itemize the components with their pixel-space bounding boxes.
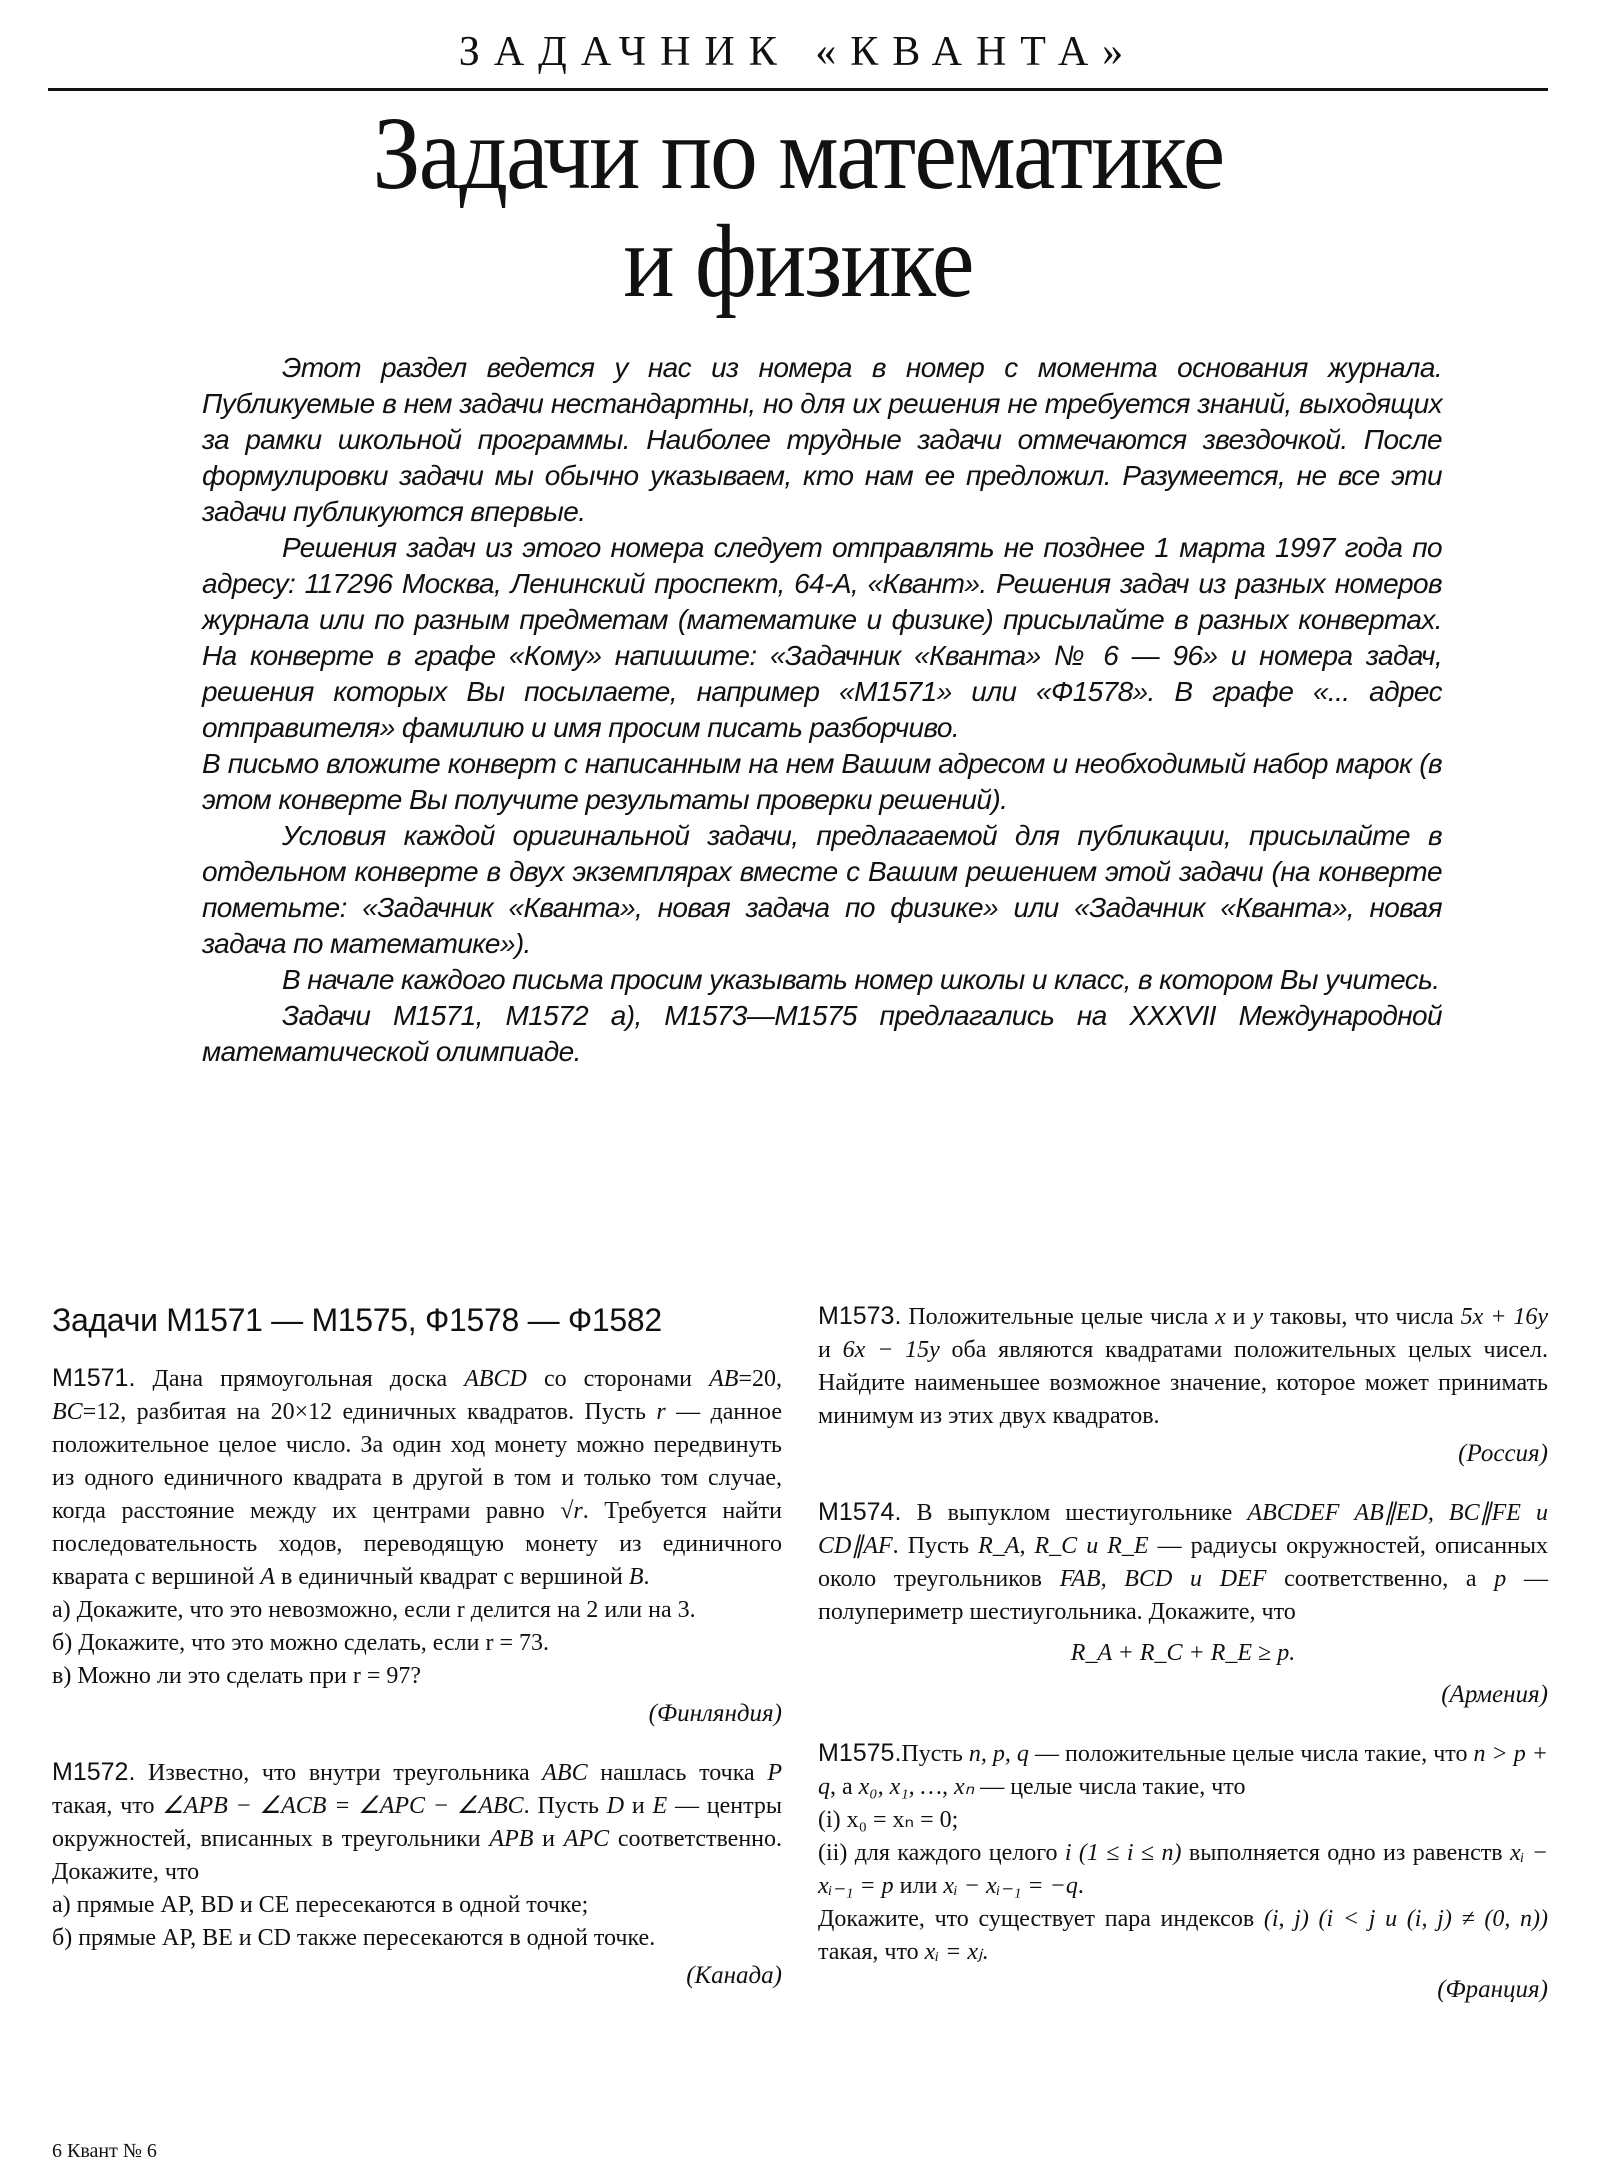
problem-text: В выпуклом шестиугольнике [901, 1500, 1248, 1526]
math-expr: (i < j и (i, j) ≠ (0, n)) [1318, 1906, 1549, 1932]
intro-text [202, 350, 1442, 1070]
sub-question: в) Можно ли это сделать при r = 97? [52, 1663, 422, 1689]
math-expr: xᵢ − xᵢ₋₁ = −q [943, 1873, 1078, 1899]
problem-text: Пусть [901, 1741, 969, 1767]
sub-question: б) Докажите, что это можно сделать, если r = 73. [52, 1630, 550, 1656]
sub-question: б) прямые AP, BE и CD также пересекаются в одной точке. [52, 1925, 656, 1951]
problem-text: — данное положительное целое число. За один ход монету можно передвинуть из одного единичного квадрата в другой в том и только том случае, когда расстояние между их центрами равно [52, 1399, 782, 1524]
intro-paragraph: В начале каждого письма просим указывать номер школы и класс, в котором Вы учитесь. [282, 964, 1440, 995]
math-expr: 5x + 16y [1460, 1304, 1549, 1330]
math-expr: (i, j) [1263, 1906, 1309, 1932]
problem-text: оба являются квадратами положительных целых чисел. Найдите наименьшее возможное значение, которое может принимать минимум из этих двух квадратов. [818, 1337, 1548, 1429]
math-expr: P [767, 1760, 782, 1786]
left-column [52, 1300, 782, 2018]
problem-text: и [624, 1793, 653, 1819]
problem-m1571 [52, 1362, 782, 1730]
math-expr: R_A, R_C и R_E [978, 1533, 1149, 1559]
sub-condition: (i) x₀ = xₙ = 0; [818, 1807, 959, 1833]
problem-text: в единичный квадрат с вершиной [274, 1564, 629, 1590]
math-expr: xᵢ = xⱼ [924, 1939, 983, 1965]
section-title: Задачи М1571 — М1575, Ф1578 — Ф1582 [52, 1302, 662, 1338]
problem-text: Докажите, что существует пара индексов [818, 1906, 1264, 1932]
problem-number: М1575. [818, 1739, 902, 1767]
header-rule [48, 88, 1548, 91]
problem-source: (Франция) [1437, 1976, 1548, 2003]
math-expr: √r [560, 1498, 583, 1524]
math-expr: B [628, 1564, 644, 1590]
math-expr: FAB, BCD и DEF [1059, 1566, 1267, 1592]
problem-text: . [1077, 1873, 1084, 1899]
math-expr: AB [709, 1366, 739, 1392]
problem-text: Положительные целые числа [901, 1304, 1216, 1330]
problem-text: =12 [82, 1399, 121, 1425]
problem-number: М1571. [52, 1364, 136, 1392]
problem-m1572 [52, 1756, 782, 1992]
problem-text: такая, что [818, 1939, 925, 1965]
problem-text: таковы, что числа [1263, 1304, 1461, 1330]
problem-m1574 [818, 1496, 1548, 1711]
problem-text: и [533, 1826, 564, 1852]
page-title-line-1: Задачи по математике [372, 96, 1224, 211]
problem-text: Дана прямоугольная доска [135, 1366, 465, 1392]
problem-text: — целые числа такие, что [974, 1774, 1246, 1800]
math-expr: p [1494, 1566, 1507, 1592]
problem-text: нашлась точка [587, 1760, 768, 1786]
intro-paragraph: Задачи М1571, М1572 а), М1573—М1575 предлагались на XXXVII Международной математической олимпиаде. [202, 1000, 1442, 1067]
problem-text: . Пусть [892, 1533, 979, 1559]
math-expr: x₀, x₁, …, xₙ [858, 1774, 975, 1800]
math-expr: APC [563, 1826, 610, 1852]
problem-m1575 [818, 1737, 1548, 2006]
intro-paragraph: Условия каждой оригинальной задачи, предлагаемой для публикации, присылайте в отдельном конверте в двух экземплярах вместе с Вашим решением этой задачи (на конверте пометьте: «Задачник «Кванта», новая задача по физике» или «Задачник «Кванта», новая задача по математике»). [202, 820, 1442, 959]
problem-text: Известно, что внутри треугольника [135, 1760, 543, 1786]
problem-text: и [818, 1337, 843, 1363]
problem-text: соответственно. Докажите, что [52, 1826, 783, 1885]
problem-text: или [893, 1873, 944, 1899]
problem-text: такая, что [52, 1793, 163, 1819]
math-expr: xᵢ − xᵢ₋₁ = p [818, 1840, 1548, 1899]
problem-text: — радиусы окружностей, описанных около треугольников [818, 1533, 1549, 1592]
math-expr: D [606, 1793, 625, 1819]
problem-source: (Финляндия) [648, 1700, 782, 1727]
problem-text: , разбитая на 20×12 единичных квадратов. Пусть [120, 1399, 657, 1425]
problem-text: . [643, 1564, 650, 1590]
page-footer: 6 Квант № 6 [52, 2140, 157, 2162]
problem-source: (Армения) [1441, 1681, 1548, 1708]
math-expr: x [1215, 1304, 1226, 1330]
problem-text: =20, [738, 1366, 782, 1392]
math-expr: ABCD [464, 1366, 527, 1392]
math-expr: APB [489, 1826, 534, 1852]
problem-number: М1573. [818, 1302, 902, 1330]
intro-paragraph: Решения задач из этого номера следует отправлять не позднее 1 марта 1997 года по адресу: 117296 Москва, Ленинский проспект, 64-А, «Квант». Решения задач из разных номеров журнала или по разным предметам (математике и физике) присылайте в разных конвертах. На конверте в графе «Кому» напишите: «Задачник «Кванта» № 6 — 96» и номера задач, решения которых Вы посылаете, например «М1571» или «Ф1578». В графе «... адрес отправителя» фамилию и имя просим писать разборчиво. [202, 532, 1442, 743]
page-title [108, 96, 1488, 319]
problem-number: М1572. [52, 1758, 136, 1786]
math-formula: R_A + R_C + R_E ≥ p. [1070, 1640, 1296, 1666]
problem-text: со сторонами [526, 1366, 710, 1392]
problem-text: и [1225, 1304, 1253, 1330]
intro-paragraph: В письмо вложите конверт с написанным на нем Вашим адресом и необходимый набор марок (в этом конверте Вы получите результаты проверки решений). [202, 748, 1442, 815]
math-expr: A [260, 1564, 275, 1590]
math-expr: ABCDEF [1247, 1500, 1340, 1526]
problem-m1573 [818, 1300, 1548, 1470]
right-column [818, 1300, 1548, 2032]
math-expr: n, p, q [968, 1741, 1029, 1767]
math-expr: ∠APB − ∠ACB = ∠APC − ∠ABC [162, 1793, 524, 1819]
math-expr: 6x − 15y [842, 1337, 940, 1363]
section-header: ЗАДАЧНИК «КВАНТА» [458, 29, 1138, 75]
problem-source: (Канада) [686, 1962, 782, 1989]
intro-paragraph: Этот раздел ведется у нас из номера в номер с момента основания журнала. Публикуемые в нем задачи нестандартны, но для их решения не требуется знаний, выходящих за рамки школьной программы. Наиболее трудные задачи отмечаются звездочкой. После формулировки задачи мы обычно указываем, кто нам ее предложил. Разумеется, не все эти задачи публикуются впервые. [202, 352, 1442, 527]
problem-text: выполняется одно из равенств [1181, 1840, 1510, 1866]
problem-text [1309, 1906, 1319, 1932]
problem-source: (Россия) [1458, 1440, 1548, 1467]
problem-text: — полупериметр шестиугольника. Докажите, что [818, 1566, 1549, 1625]
sub-question: а) прямые AP, BD и CE пересекаются в одной точке; [52, 1892, 589, 1918]
math-expr: AB∥ED, BC∥FE и CD∥AF [818, 1500, 1548, 1559]
problem-text: . Требуется найти последовательность ходов, переводящую монету из единичного кварата с вершиной [52, 1498, 782, 1590]
math-expr: n > p + q [818, 1741, 1549, 1800]
problem-text: соответственно, а [1266, 1566, 1495, 1592]
problem-text: — центры окружностей, вписанных в треугольники [52, 1793, 782, 1852]
math-expr: i (1 ≤ i ≤ n) [1064, 1840, 1182, 1866]
page-title-line-2: и физике [623, 204, 973, 319]
problem-text: . Пусть [523, 1793, 607, 1819]
math-expr: y [1252, 1304, 1264, 1330]
sub-question: а) Докажите, что это невозможно, если r делится на 2 или на 3. [52, 1597, 696, 1623]
math-expr: r [656, 1399, 666, 1425]
problem-number: М1574. [818, 1498, 902, 1526]
problem-text: — положительные целые числа такие, что [1028, 1741, 1474, 1767]
problem-text: (ii) для каждого целого [818, 1840, 1065, 1866]
math-expr: BC [52, 1399, 83, 1425]
math-expr: ABC [542, 1760, 588, 1786]
math-expr: E [652, 1793, 668, 1819]
problem-text: , а [830, 1774, 859, 1800]
problem-text: . [982, 1939, 989, 1965]
